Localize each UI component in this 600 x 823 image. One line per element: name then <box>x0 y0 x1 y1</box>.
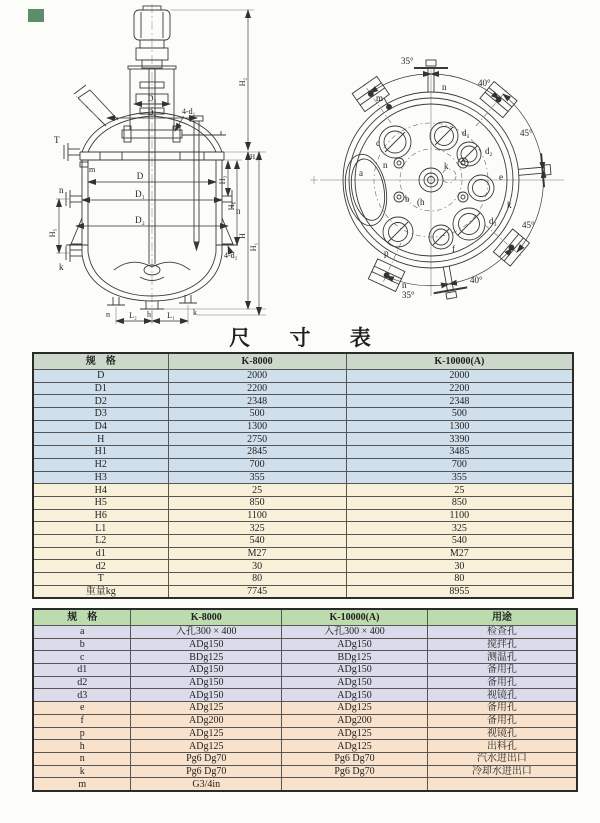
table-row <box>33 664 577 677</box>
table-cell: ADg150 <box>282 676 428 689</box>
table-cell: ADg200 <box>131 714 282 727</box>
table-cell <box>427 778 577 791</box>
label-H4: H₄ <box>250 153 258 161</box>
table-cell: BDg125 <box>131 651 282 664</box>
table-cell: ADg125 <box>131 702 282 715</box>
table-cell: D <box>33 370 168 383</box>
table-row <box>33 395 573 408</box>
table-cell: 入孔300 × 400 <box>282 626 428 639</box>
label-angle-bottom: 35° <box>402 290 415 300</box>
table-cell: ADg125 <box>282 727 428 740</box>
table-row <box>33 446 573 459</box>
thermowell-pipe <box>190 116 203 250</box>
label-d3: d₃ <box>489 216 497 226</box>
table-cell: 2845 <box>168 446 346 459</box>
table-cell: ADg150 <box>131 664 282 677</box>
label-d2: d₂ <box>485 146 493 156</box>
table-cell: 500 <box>168 408 346 421</box>
nozzle-table <box>32 608 578 792</box>
table-cell: 3390 <box>346 433 573 446</box>
table-cell: 355 <box>168 471 346 484</box>
label-D4: D₄ <box>147 108 157 117</box>
label-D2: D₂ <box>135 215 145 225</box>
table-cell: 1100 <box>168 509 346 522</box>
table-row <box>33 433 573 446</box>
support-lug <box>352 76 389 111</box>
table-header-row <box>33 353 573 370</box>
table-cell: 700 <box>346 458 573 471</box>
table-cell: c <box>33 651 131 664</box>
table-row <box>33 471 573 484</box>
table-row <box>33 651 577 664</box>
label-H2: H₂ <box>238 77 247 87</box>
table-row <box>33 702 577 715</box>
label-T: T <box>54 135 60 145</box>
table-cell: 视镜孔 <box>427 689 577 702</box>
table-cell <box>282 778 428 791</box>
table-cell: D3 <box>33 408 168 421</box>
label-k-left: k <box>59 262 64 272</box>
table-cell: 540 <box>168 534 346 547</box>
table-cell: 80 <box>168 573 346 586</box>
label-4d1: 4-d₁ <box>182 107 196 116</box>
table-cell: Pg6 Dg70 <box>282 765 428 778</box>
table-cell: 1100 <box>346 509 573 522</box>
table-row <box>33 496 573 509</box>
table-cell: d2 <box>33 676 131 689</box>
table-cell: M27 <box>168 547 346 560</box>
table-row <box>33 727 577 740</box>
table-cell: ADg200 <box>282 714 428 727</box>
table-row <box>33 522 573 535</box>
header-spec: 规 格 <box>33 609 131 626</box>
label-b: b <box>405 194 410 204</box>
table-row <box>33 420 573 433</box>
table-cell: ADg150 <box>131 689 282 702</box>
header-k8000: K-8000 <box>168 353 346 370</box>
table-cell: Pg6 Dg70 <box>131 765 282 778</box>
table-cell: 25 <box>346 484 573 497</box>
table-cell: 汽水进出口 <box>427 752 577 765</box>
table-cell: H5 <box>33 496 168 509</box>
table-row <box>33 382 573 395</box>
table-cell: 540 <box>346 534 573 547</box>
page-title: 尺 寸 表 <box>229 326 388 350</box>
label-angle-right-lower: 45° <box>522 220 535 230</box>
table-cell: G3/4in <box>131 778 282 791</box>
label-H3: H₃ <box>218 175 227 185</box>
table-row <box>33 534 573 547</box>
label-D3: D₃ <box>147 94 157 103</box>
label-H1: H₁ <box>249 242 258 252</box>
table-row <box>33 547 573 560</box>
label-4d2: 4-d₂ <box>224 251 238 260</box>
table-cell: 700 <box>168 458 346 471</box>
label-e: e <box>499 172 503 182</box>
table-cell: ADg125 <box>282 702 428 715</box>
table-cell: d1 <box>33 547 168 560</box>
table-cell: BDg125 <box>282 651 428 664</box>
label-c: c <box>376 138 380 148</box>
table-cell: H2 <box>33 458 168 471</box>
table-row <box>33 638 577 651</box>
label-angle-bottom-right: 40° <box>470 275 483 285</box>
table-cell: 重量kg <box>33 585 168 598</box>
table-cell: 8955 <box>346 585 573 598</box>
agitator-drive-assembly <box>122 6 226 142</box>
feed-chute-nozzle <box>74 85 118 126</box>
table-cell: f <box>33 714 131 727</box>
table-cell: Pg6 Dg70 <box>282 752 428 765</box>
side-nozzles <box>64 143 232 262</box>
label-L1: L₁ <box>167 311 175 320</box>
label-h-bottom: h <box>147 310 151 319</box>
header-k8000: K-8000 <box>131 609 282 626</box>
table-row <box>33 689 577 702</box>
table-cell: H3 <box>33 471 168 484</box>
dimension-table <box>32 352 574 599</box>
table-cell: d1 <box>33 664 131 677</box>
table-cell: 备用孔 <box>427 702 577 715</box>
table-cell: ADg125 <box>131 727 282 740</box>
table-row <box>33 408 573 421</box>
table-row <box>33 752 577 765</box>
table-header-row <box>33 609 577 626</box>
table-row <box>33 585 573 598</box>
table-cell: 备用孔 <box>427 714 577 727</box>
label-k-right: k <box>507 200 512 210</box>
table-cell: b <box>33 638 131 651</box>
table-cell: 30 <box>346 560 573 573</box>
table-cell: 备用孔 <box>427 664 577 677</box>
table-cell: 2200 <box>168 382 346 395</box>
table-cell: 搅拌孔 <box>427 638 577 651</box>
table-cell: H6 <box>33 509 168 522</box>
table-row <box>33 778 577 791</box>
label-p: p <box>384 248 389 258</box>
table-row <box>33 509 573 522</box>
label-h: (h <box>417 197 425 207</box>
drawing-labels <box>48 78 258 320</box>
label-a: a <box>359 168 363 178</box>
table-cell: 80 <box>346 573 573 586</box>
table-cell: D2 <box>33 395 168 408</box>
table-cell: H4 <box>33 484 168 497</box>
table-cell: 500 <box>346 408 573 421</box>
label-H6: H₆ <box>227 201 236 211</box>
label-L2: L₂ <box>129 311 137 320</box>
table-cell: M27 <box>346 547 573 560</box>
table-cell: h <box>33 740 131 753</box>
table-cell: 25 <box>168 484 346 497</box>
label-k-center: k <box>444 161 449 171</box>
k-pipe-right <box>517 153 552 190</box>
label-m: m <box>89 165 96 174</box>
table-cell: d3 <box>33 689 131 702</box>
table-row <box>33 765 577 778</box>
table-cell: 3485 <box>346 446 573 459</box>
table-cell: 2348 <box>346 395 573 408</box>
table-cell: ADg150 <box>282 664 428 677</box>
table-row <box>33 560 573 573</box>
table-cell: k <box>33 765 131 778</box>
table-row <box>33 458 573 471</box>
table-cell: d2 <box>33 560 168 573</box>
table-row <box>33 370 573 383</box>
table-cell: p <box>33 727 131 740</box>
table-cell: D1 <box>33 382 168 395</box>
table-cell: 检查孔 <box>427 626 577 639</box>
table-row <box>33 484 573 497</box>
table-cell: 2000 <box>168 370 346 383</box>
table-cell: 2000 <box>346 370 573 383</box>
top-view-labels <box>359 56 535 300</box>
table-cell: 测温孔 <box>427 651 577 664</box>
label-n-left: n <box>59 185 64 195</box>
label-angle-top: 35° <box>401 56 414 66</box>
reactor-side-view-drawing <box>28 4 280 326</box>
table-cell: n <box>33 752 131 765</box>
table-row <box>33 573 573 586</box>
table-cell: a <box>33 626 131 639</box>
support-lug <box>493 229 529 266</box>
label-H5: H₅ <box>48 228 57 238</box>
table-cell: ADg150 <box>131 676 282 689</box>
table-cell: 出料孔 <box>427 740 577 753</box>
label-k-bottom: k <box>193 308 197 317</box>
reactor-top-view-drawing <box>306 48 576 318</box>
label-D1: D₁ <box>135 189 145 199</box>
label-m: m <box>376 93 384 103</box>
header-spec: 规 格 <box>33 353 168 370</box>
label-D: D <box>136 171 144 181</box>
table-cell: ADg150 <box>282 638 428 651</box>
table-cell: D4 <box>33 420 168 433</box>
label-n-right: n <box>236 206 241 216</box>
label-n-bottom: n <box>106 310 110 319</box>
table-cell: 325 <box>168 522 346 535</box>
table-cell: 355 <box>346 471 573 484</box>
support-lug <box>368 259 404 292</box>
label-H: H <box>238 233 247 239</box>
table-cell: H <box>33 433 168 446</box>
table-row <box>33 626 577 639</box>
table-cell: 入孔300 × 400 <box>131 626 282 639</box>
table-cell: 850 <box>168 496 346 509</box>
table-row <box>33 740 577 753</box>
label-angle-right-upper: 45° <box>520 128 533 138</box>
table-cell: m <box>33 778 131 791</box>
table-cell: 2200 <box>346 382 573 395</box>
table-cell: 325 <box>346 522 573 535</box>
table-cell: 2750 <box>168 433 346 446</box>
table-cell: ADg150 <box>131 638 282 651</box>
table-row <box>33 676 577 689</box>
table-cell: ADg125 <box>282 740 428 753</box>
table-cell: ADg150 <box>282 689 428 702</box>
table-cell: 备用孔 <box>427 676 577 689</box>
table-cell: Pg6 Dg70 <box>131 752 282 765</box>
table-row <box>33 714 577 727</box>
table-cell: 2348 <box>168 395 346 408</box>
table-cell: 1300 <box>346 420 573 433</box>
header-k10000: K-10000(A) <box>346 353 573 370</box>
table-cell: T <box>33 573 168 586</box>
table-cell: 850 <box>346 496 573 509</box>
label-n-center: n <box>383 160 388 170</box>
label-n-bottom: n <box>402 280 407 290</box>
label-f: f <box>452 244 455 254</box>
table-cell: 视镜孔 <box>427 727 577 740</box>
header-k10000: K-10000(A) <box>282 609 428 626</box>
table-cell: 7745 <box>168 585 346 598</box>
table-cell: 1300 <box>168 420 346 433</box>
table-cell: 冷却水进出口 <box>427 765 577 778</box>
label-angle-top-right: 40° <box>478 78 491 88</box>
label-n-top: n <box>442 82 447 92</box>
table-cell: e <box>33 702 131 715</box>
table-cell: 30 <box>168 560 346 573</box>
n-pipe-bottom <box>430 264 469 301</box>
table-cell: H1 <box>33 446 168 459</box>
table-cell: L2 <box>33 534 168 547</box>
header-usage: 用途 <box>427 609 577 626</box>
table-cell: ADg125 <box>131 740 282 753</box>
table-cell: L1 <box>33 522 168 535</box>
nozzle-openings <box>379 122 494 249</box>
label-d1: d₁ <box>462 128 470 138</box>
